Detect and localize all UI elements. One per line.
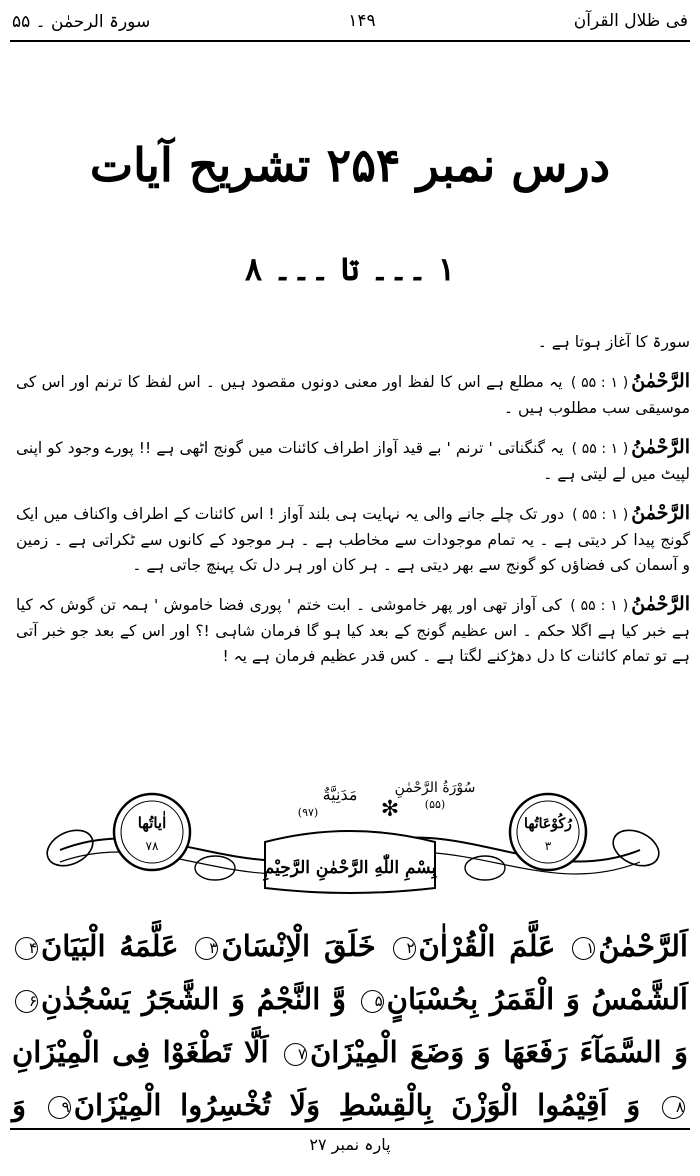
revelation-type: مَدَنِيَّةٌ	[322, 785, 358, 804]
verse-text: اَلَّا تَطْغَوْا فِى الْمِيْزَانِ	[12, 1035, 269, 1069]
ayah-end-marker: ۷	[284, 1043, 307, 1066]
surah-heading-ornament	[40, 770, 660, 900]
leaf-icon	[465, 856, 505, 880]
verse-text: خَلَقَ الْاِنْسَانَ	[221, 929, 376, 963]
ayah-end-marker: ۱	[572, 937, 595, 960]
header-book-title: فی ظلال القرآن	[573, 11, 688, 31]
running-header	[12, 6, 688, 36]
verse-text: وَّ النَّجْمُ وَ الشَّجَرُ يَسْجُدٰنِ	[41, 982, 346, 1016]
verse-lead: الرَّحْمٰنُ	[631, 436, 690, 458]
ayat-count-label: اٰیاتُھا	[137, 814, 167, 832]
lesson-title: درس نمبر ۲۵۴ تشریح آیات	[89, 138, 611, 192]
verse-reference: ( ۵۵ : ۱ )	[572, 507, 629, 523]
ayah-end-marker: ۵	[361, 990, 384, 1013]
paragraph-text: دور تک چلے جانے والی یہ نہایت ہی بلند آواز ! اس کائنات کے اطراف واکناف میں ایک گونج پیدا کر دیتی ہے ۔ یہ تمام موجودات سے مخاطب ہے ۔ ہر موجود کے کانوں سے ٹکراتی ہے ۔ زمین و آسمان کی فضاؤں کو گونج سے بھر دیتی ہے ۔ ہر کان اور ہر دل تک پہنچ جاتی ہے ۔	[16, 505, 690, 574]
commentary-paragraph	[16, 369, 690, 421]
paragraph-text: یہ گنگناتی ' ترنم ' بے قید آواز اطراف کائنات میں گونج اٹھی ہے !! پورے وجود کو اپنی لپیٹ میں لے لیتی ہے ۔	[16, 439, 690, 483]
ayah-end-marker: ۲	[393, 937, 416, 960]
revelation-order: (۹۷)	[297, 806, 319, 819]
verse-text: اَلرَّحْمٰنُ	[598, 929, 688, 963]
paragraph-text: یہ مطلع ہے اس کا لفظ اور معنی دونوں مقصود ہیں ۔ اس لفظ کا ترنم اور اس کی موسیقی سب مطلوب ہیں ۔	[16, 373, 690, 417]
ruku-count-number: ۳	[544, 839, 552, 853]
left-medallion	[114, 794, 190, 870]
paragraph-text: کی آواز تھی اور پھر خاموشی ۔ ابت ختم ' پوری فضا خاموش ' ہمہ تن گوش کہ کیا ہے خبر کیا ہے اگلا حکم ۔ اس عظیم گونج کے بعد کیا ہو گا فرمان شاہی !؟ اور اس کے بعد جو خبر آتی ہے تو تمام کائنات کا دل دھڑکنے لگتا ہے ۔ کس قدر عظیم فرمان ہے یہ !	[16, 596, 690, 665]
ayat-count-number: ۷۸	[145, 839, 159, 853]
verse-text: عَلَّمَهُ الْبَيَانَ	[41, 929, 179, 963]
ayah-end-marker: ۴	[15, 937, 38, 960]
ruku-count-label: رُكُوْعَاتُھا	[524, 816, 572, 832]
surah-number: (۵۵)	[424, 798, 446, 811]
leaf-icon	[607, 823, 660, 872]
verse-reference: ( ۵۵ : ۱ )	[570, 375, 629, 391]
verse-text: اَلشَّمْسُ وَ الْقَمَرُ بِحُسْبَانٍ	[386, 982, 688, 1016]
star-ornament-icon: ✻	[380, 797, 400, 822]
verse-text: وَ اَقِيْمُوا الْوَزْنَ بِالْقِسْطِ وَلَا تُخْسِرُوا الْمِيْزَانَ	[73, 1088, 641, 1122]
verse-reference: ( ۵۵ : ۱ )	[571, 441, 629, 457]
verse-lead: الرَّحْمٰنُ	[631, 593, 690, 615]
right-medallion	[510, 794, 586, 870]
header-divider	[10, 40, 690, 42]
surah-name: سُوْرَةُ الرَّحْمٰنِ	[394, 780, 476, 796]
trailing-word: وَ	[12, 1088, 27, 1122]
quran-verses	[12, 920, 688, 1132]
footer-divider	[10, 1128, 690, 1130]
verse-text: وَ السَّمَآءَ رَفَعَهَا وَ وَضَعَ الْمِيْزَانَ	[309, 1035, 688, 1069]
leaf-icon	[41, 823, 98, 872]
ornament-frame	[40, 770, 660, 900]
ayah-end-marker: ۶	[15, 990, 38, 1013]
verse-text: عَلَّمَ الْقُرْاٰنَ	[418, 929, 556, 963]
commentary-paragraph	[16, 501, 690, 578]
intro-line: سورۃ کا آغاز ہوتا ہے ۔	[537, 333, 690, 351]
commentary-body	[16, 330, 690, 669]
verse-lead: الرَّحْمٰنُ	[631, 502, 690, 524]
verse-lead: الرَّحْمٰنُ	[631, 370, 690, 392]
ayah-end-marker: ۹	[48, 1096, 71, 1119]
leaf-icon	[195, 856, 235, 880]
commentary-paragraph	[16, 435, 690, 487]
ayah-end-marker: ۳	[195, 937, 218, 960]
header-page-number: ۱۴۹	[348, 11, 376, 31]
verse-range-subtitle: ۱ ۔۔۔ تا ۔۔۔ ۸	[244, 250, 456, 288]
verse-reference: ( ۵۵ : ۱ )	[570, 598, 629, 614]
header-surah-ref: سورۃ الرحمٰن ۔ ۵۵	[12, 11, 151, 32]
para-number-footer: پارہ نمبر ۲۷	[309, 1135, 391, 1154]
commentary-paragraph	[16, 592, 690, 669]
basmala: بِسْمِ اللّٰهِ الرَّحْمٰنِ الرَّحِيْمِ	[263, 858, 437, 878]
ayah-end-marker: ۸	[662, 1096, 685, 1119]
